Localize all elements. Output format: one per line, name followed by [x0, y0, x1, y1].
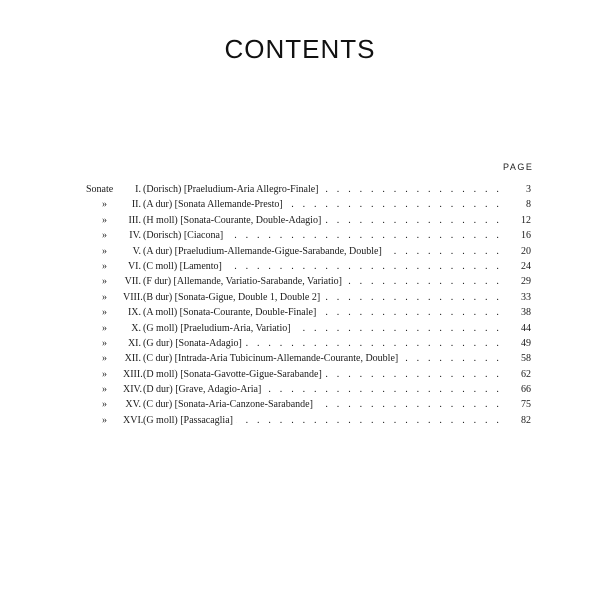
page-column-header: PAGE	[503, 162, 534, 172]
sonata-number: IV.	[129, 230, 141, 242]
toc-entry	[86, 182, 531, 197]
page-number: 33	[521, 291, 531, 303]
sonata-description-text: (C dur) [Intrada-Aria Tubicinum-Allemande-Courante, Double]	[143, 353, 401, 364]
sonata-description	[143, 213, 505, 228]
ditto-mark: »	[102, 399, 107, 411]
sonata-description-text: (G dur) [Sonata-Adagio]	[143, 338, 245, 349]
sonata-description-text: (C moll) [Lamento]	[143, 261, 225, 272]
toc-entry	[86, 197, 531, 212]
toc-entry	[86, 259, 531, 274]
sonata-number: VIII.	[123, 291, 143, 303]
sonata-description	[143, 244, 505, 259]
ditto-mark: »	[102, 322, 107, 334]
sonata-number: IX.	[127, 307, 141, 319]
page-number: 12	[521, 214, 531, 226]
sonata-description-text: (D moll) [Sonata-Gavotte-Gigue-Sarabande]	[143, 369, 325, 380]
sonata-number: XII.	[124, 353, 141, 365]
sonata-description-text: (F dur) [Allemande, Variatio-Sarabande, Variatio]	[143, 276, 345, 287]
toc-entry	[86, 367, 531, 382]
sonata-description-text: (Dorisch) [Ciacona]	[143, 230, 226, 241]
sonata-number: X.	[131, 322, 141, 334]
toc-entry	[86, 351, 531, 366]
ditto-mark: »	[102, 414, 107, 426]
sonata-number: II.	[131, 199, 141, 211]
page-number: 66	[521, 384, 531, 396]
sonata-description	[143, 351, 505, 366]
sonata-description-text: (G moll) [Passacaglia]	[143, 415, 236, 426]
ditto-mark: »	[102, 384, 107, 396]
sonata-description-text: (B dur) [Sonata-Gigue, Double 1, Double 2]	[143, 292, 323, 303]
page-number: 24	[521, 260, 531, 272]
toc-entry	[86, 413, 531, 428]
sonata-description	[143, 274, 505, 289]
page-number: 44	[521, 322, 531, 334]
sonata-description	[143, 182, 505, 197]
sonata-number: XIII.	[123, 368, 143, 380]
sonata-description	[143, 397, 505, 412]
toc-entry	[86, 274, 531, 289]
toc-entry	[86, 305, 531, 320]
ditto-mark: »	[102, 199, 107, 211]
page-number: 8	[526, 199, 531, 211]
table-of-contents	[86, 182, 531, 428]
sonata-description-text: (A dur) [Praeludium-Allemande-Gigue-Sarabande, Double]	[143, 246, 385, 257]
toc-entry	[86, 290, 531, 305]
sonate-label: Sonate	[86, 184, 114, 195]
page-number: 3	[526, 184, 531, 195]
toc-entry	[86, 382, 531, 397]
page-number: 29	[521, 276, 531, 288]
sonata-description	[143, 259, 505, 274]
sonata-description-text: (Dorisch) [Praeludium-Aria Allegro-Finale]	[143, 184, 322, 195]
page-number: 16	[521, 230, 531, 242]
sonata-description	[143, 228, 505, 243]
sonata-number: XV.	[125, 399, 141, 411]
page-number: 62	[521, 368, 531, 380]
toc-entry	[86, 321, 531, 336]
sonata-description	[143, 321, 505, 336]
ditto-mark: »	[102, 337, 107, 349]
ditto-mark: »	[102, 291, 107, 303]
sonata-description-text: (D dur) [Grave, Adagio-Aria]	[143, 384, 264, 395]
ditto-mark: »	[102, 230, 107, 242]
sonata-number: VII.	[124, 276, 141, 288]
sonata-description	[143, 367, 505, 382]
sonata-number: III.	[128, 214, 141, 226]
ditto-mark: »	[102, 368, 107, 380]
ditto-mark: »	[102, 307, 107, 319]
page-number: 58	[521, 353, 531, 365]
toc-entry	[86, 213, 531, 228]
sonata-number: VI.	[127, 260, 141, 272]
toc-entry	[86, 244, 531, 259]
toc-entry	[86, 228, 531, 243]
page-title: CONTENTS	[224, 34, 376, 64]
sonata-description	[143, 197, 505, 212]
page-number: 49	[521, 337, 531, 349]
sonata-description-text: (A moll) [Sonata-Courante, Double-Finale]	[143, 307, 319, 318]
page-number: 38	[521, 307, 531, 319]
page-number: 75	[521, 399, 531, 411]
toc-entry	[86, 336, 531, 351]
ditto-mark: »	[102, 260, 107, 272]
ditto-mark: »	[102, 353, 107, 365]
sonata-description	[143, 305, 505, 320]
sonata-number: V.	[132, 245, 141, 257]
sonata-number: XIV.	[123, 384, 142, 396]
page-number: 20	[521, 245, 531, 257]
sonata-description	[143, 382, 505, 397]
ditto-mark: »	[102, 214, 107, 226]
sonata-description-text: (H moll) [Sonata-Courante, Double-Adagio]	[143, 215, 324, 226]
sonata-description	[143, 290, 505, 305]
sonata-number: XI.	[127, 337, 141, 349]
sonata-number: I.	[135, 184, 141, 195]
sonata-description-text: (G moll) [Praeludium-Aria, Variatio]	[143, 323, 294, 334]
sonata-description	[143, 413, 505, 428]
sonata-description-text: (A dur) [Sonata Allemande-Presto]	[143, 199, 286, 210]
sonata-number: XVI.	[123, 414, 144, 426]
page-number: 82	[521, 414, 531, 426]
ditto-mark: »	[102, 245, 107, 257]
sonata-description	[143, 336, 505, 351]
toc-entry	[86, 397, 531, 412]
sonata-description-text: (C dur) [Sonata-Aria-Canzone-Sarabande]	[143, 399, 316, 410]
ditto-mark: »	[102, 276, 107, 288]
